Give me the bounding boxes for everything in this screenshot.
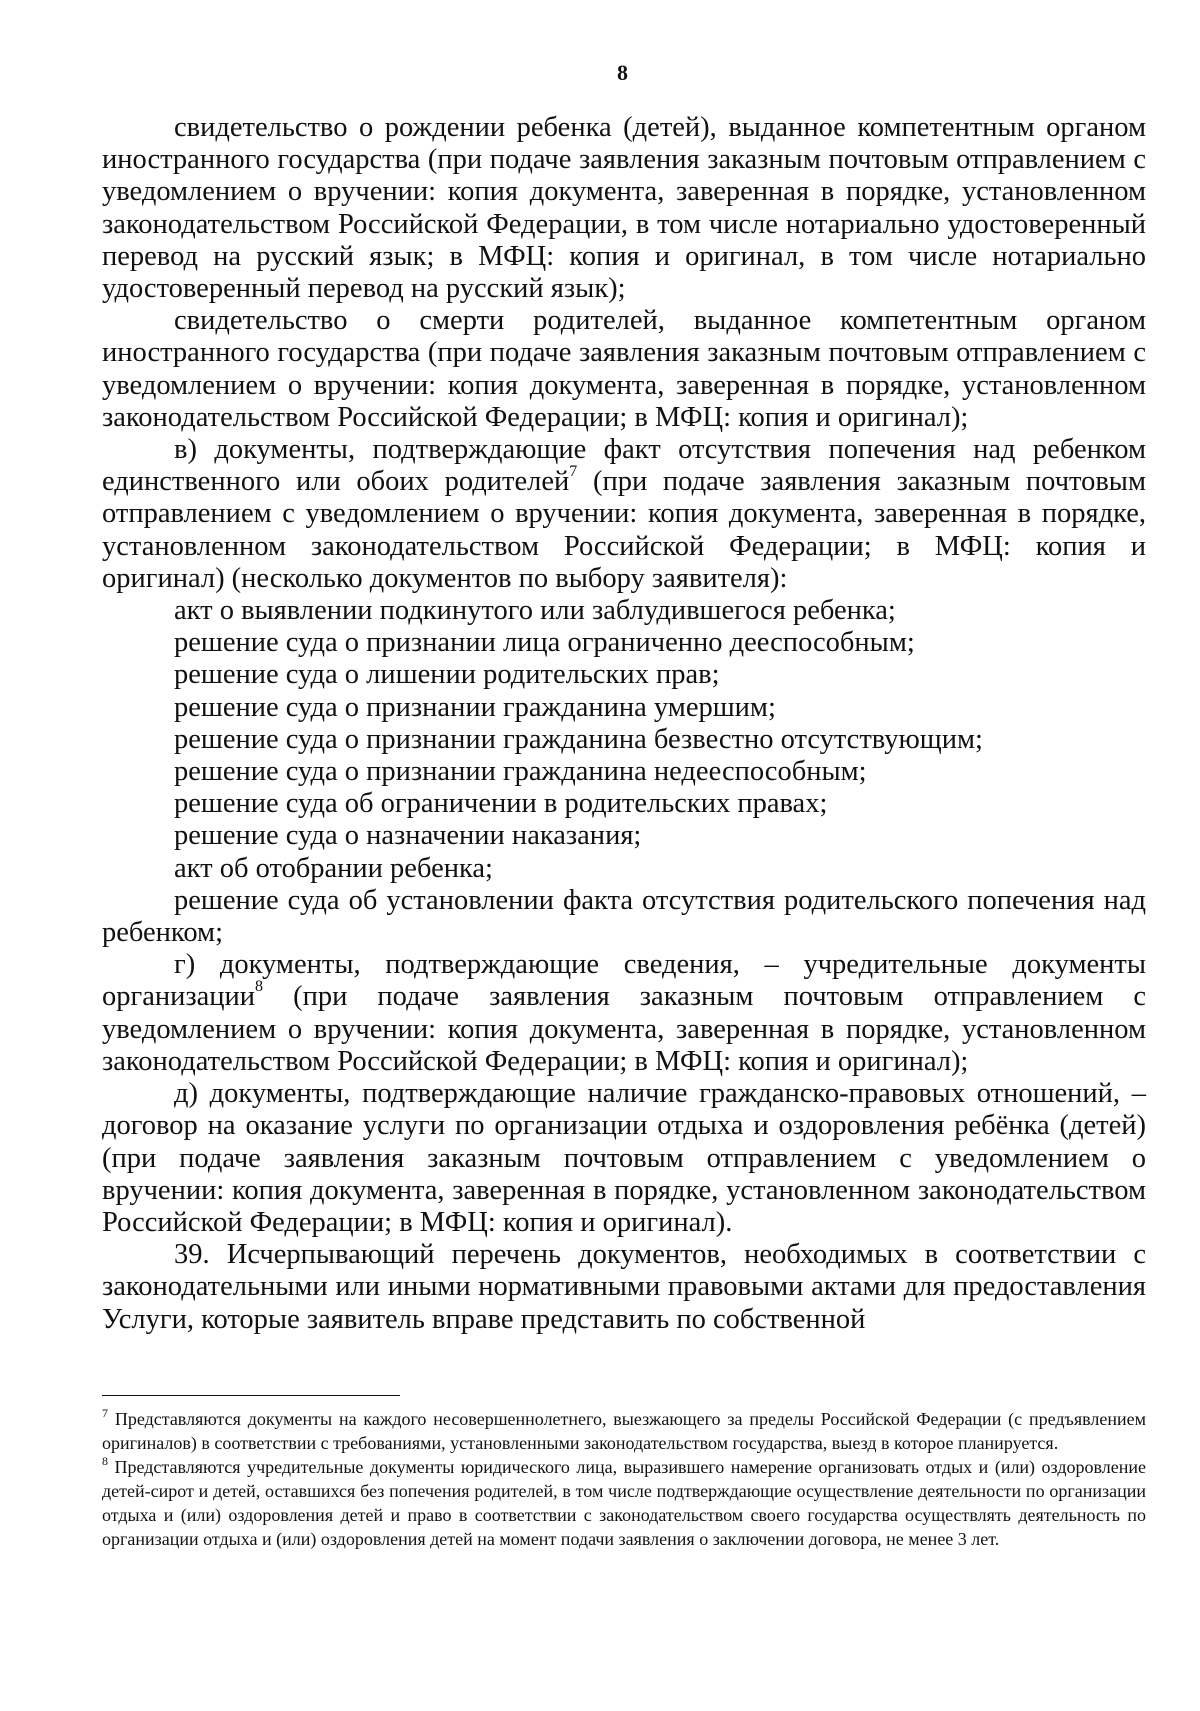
paragraph-text: в) документы, подтверждающие факт отсутствия попечения над ребенком единственного или обоих родителей: [102, 434, 1146, 498]
footnote-marker: 8: [102, 1454, 108, 1468]
list-item: акт о выявлении подкинутого или заблудившегося ребенка;: [174, 595, 896, 627]
footnote-ref-8: 8: [255, 978, 264, 996]
paragraph-text: г) документы, подтверждающие сведения, – учредительные документы организации: [102, 949, 1146, 1013]
paragraph-item-g: [102, 949, 1146, 1078]
footnote-marker: 7: [102, 1406, 108, 1420]
list-item: решение суда о признании гражданина безвестно отсутствующим;: [174, 723, 983, 755]
page-number: 8: [617, 60, 628, 85]
footnotes: [102, 1407, 1146, 1551]
document-body: [102, 112, 1146, 1336]
paragraph-death-certificate: свидетельство о смерти родителей, выданное компетентным органом иностранного государства (при подаче заявления заказным почтовым отправлением с уведомлением о вручении: копия документа, заверенная в порядке, установленном законодательством Российской Федерации; в МФЦ: копия и оригинал);: [102, 305, 1146, 433]
paragraph-item-v: [102, 434, 1146, 595]
list-item: акт об отобрании ребенка;: [174, 852, 493, 884]
list-item: решение суда о назначении наказания;: [174, 820, 642, 852]
footnote-8: [102, 1455, 1146, 1551]
paragraph-court-decision: решение суда об установлении факта отсутствия родительского попечения над ребенком;: [102, 884, 1146, 949]
paragraph-item-d: д) документы, подтверждающие наличие гражданско-правовых отношений, – договор на оказание услуги по организации отдыха и оздоровления ребёнка (детей) (при подаче заявления заказным почтовым отправлением с уведомлением о вручении: копия документа, заверенная в порядке, установленном законодательством Российской Федерации; в МФЦ: копия и оригинал).: [102, 1078, 1146, 1238]
list-item: решение суда о признании гражданина умершим;: [174, 691, 776, 723]
footnote-divider: [102, 1395, 400, 1396]
paragraph-item-39: 39. Исчерпывающий перечень документов, необходимых в соответствии с законодательными или иными нормативными правовыми актами для предоставления Услуги, которые заявитель вправе представить по собственной: [102, 1239, 1146, 1335]
footnote-text: Представляются учредительные документы юридического лица, выразившего намерение организовать отдых и (или) оздоровление детей-сирот и детей, оставшихся без попечения родителей, в том числе подтверждающие осуществление деятельности по организации отдыха и (или) оздоровления детей и право в соответствии с законодательством своего государства осуществлять деятельность по организации отдыха и (или) оздоровления детей на момент подачи заявления о заключении договора, не менее 3 лет.: [102, 1457, 1146, 1549]
list-item: решение суда о признании лица ограниченно дееспособным;: [174, 627, 915, 659]
list-item: решение суда о признании гражданина недееспособным;: [174, 756, 867, 788]
footnote-7: [102, 1407, 1146, 1455]
list-item: решение суда об ограничении в родительских правах;: [174, 788, 828, 820]
paragraph-text: (при подаче заявления заказным почтовым отправлением с уведомлением о вручении: копия документа, заверенная в порядке, установленном законодательством Российской Федерации; в МФЦ: копия и оригинал);: [102, 981, 1146, 1077]
list-item: решение суда о лишении родительских прав;: [174, 659, 720, 691]
paragraph-text: (при подаче заявления заказным почтовым отправлением с уведомлением о вручении: копия документа, заверенная в порядке, установленном законодательством Российской Федерации; в МФЦ: копия и оригинал) (несколько документов по выбору заявителя):: [102, 466, 1146, 594]
footnote-text: Представляются документы на каждого несовершеннолетнего, выезжающего за пределы Российской Федерации (с предъявлением оригиналов) в соответствии с требованиями, установленными законодательством государства, выезд в которое планируется.: [102, 1409, 1146, 1453]
footnote-ref-7: 7: [569, 463, 578, 481]
paragraph-birth-certificate: свидетельство о рождении ребенка (детей), выданное компетентным органом иностранного государства (при подаче заявления заказным почтовым отправлением с уведомлением о вручении: копия документа, заверенная в порядке, установленном законодательством Российской Федерации, в том числе нотариально удостоверенный перевод на русский язык; в МФЦ: копия и оригинал, в том числе нотариально удостоверенный перевод на русский язык);: [102, 112, 1146, 305]
